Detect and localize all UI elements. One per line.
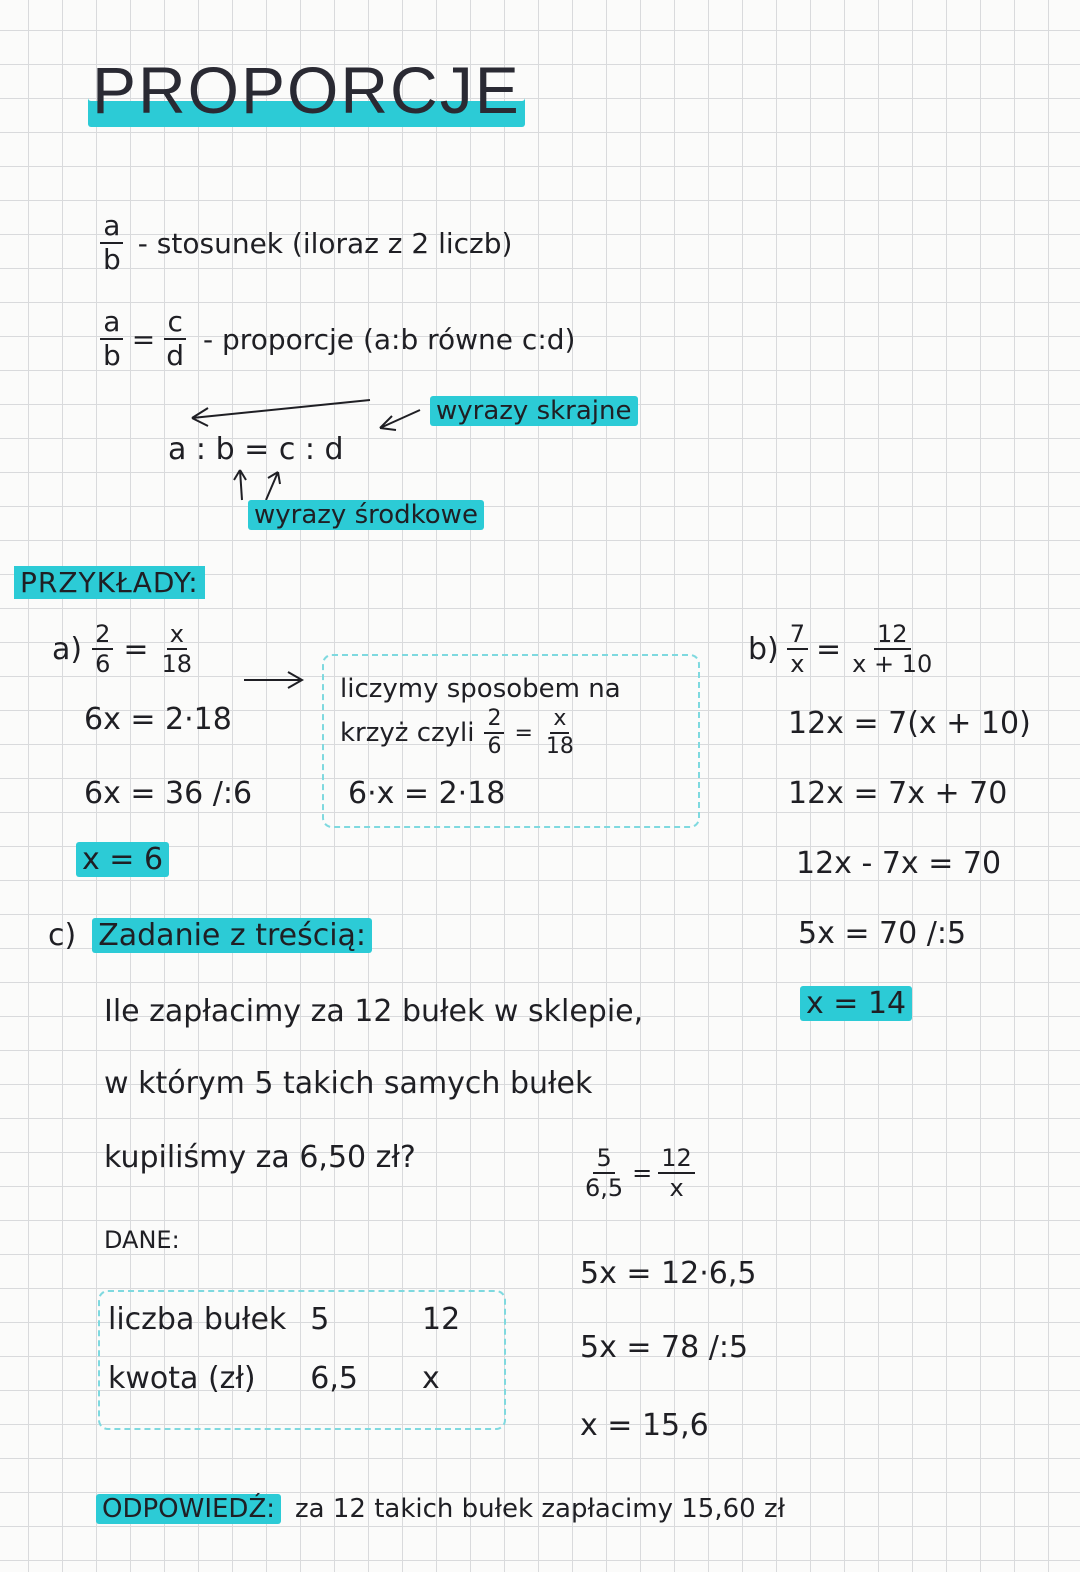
fraction-c-d: $\frac{c}{d}$: [166, 305, 185, 372]
problem-line: Ile zapłacimy za 12 bułek w sklepie,: [104, 994, 644, 1029]
example-c-step: 5x = 78 /:5: [580, 1330, 749, 1365]
answer: [96, 1494, 785, 1524]
note-line: liczymy sposobem na: [340, 674, 621, 704]
example-a-step: 6x = 2·18: [84, 702, 232, 737]
given-table: [108, 1290, 484, 1408]
inner-terms-label: wyrazy środkowe: [248, 500, 484, 530]
example-c-heading: c) Zadanie z treścią:: [48, 918, 372, 953]
example-c-proportion: $\frac{5}{6,5}$ = $\frac{12}{x}$: [582, 1146, 695, 1200]
examples-heading: PRZYKŁADY:: [14, 566, 205, 599]
definition-ratio: [100, 209, 513, 276]
definition-ratio-text: - stosunek (iloraz z 2 liczb): [137, 226, 513, 260]
example-b-step: 12x - 7x = 70: [796, 846, 1002, 881]
example-a-equation: a) $\frac{2}{6}$ = $\frac{x}{18}$: [52, 620, 193, 678]
example-b-result: x = 14: [800, 986, 912, 1021]
definition-proportion-text: - proporcje (a:b równe c:d): [203, 322, 576, 356]
example-c-step: x = 15,6: [580, 1408, 709, 1443]
page-title: PROPORCJE: [88, 52, 525, 128]
example-c-label: c): [48, 918, 77, 953]
example-a-step: 6x = 36 /:6: [84, 776, 253, 811]
problem-line: w którym 5 takich samych bułek: [104, 1066, 593, 1101]
example-c-step: 5x = 12·6,5: [580, 1256, 757, 1291]
problem-line: kupiliśmy za 6,50 zł?: [104, 1140, 416, 1175]
example-a-result: x = 6: [76, 842, 169, 877]
answer-text: za 12 takich bułek zapłacimy 15,60 zł: [295, 1494, 785, 1524]
definition-proportion: $\frac{a}{b}$ = $\frac{c}{d}$ - proporcje (a:b równe c:d): [100, 308, 575, 370]
outer-terms-label: wyrazy skrajne: [430, 396, 638, 426]
example-b-step: 12x = 7x + 70: [788, 776, 1008, 811]
example-b-step: 12x = 7(x + 10): [788, 706, 1031, 741]
fraction-a-b: $\frac{a}{b}$: [100, 212, 124, 274]
example-b-equation: b) $\frac{7}{x}$ = $\frac{12}{x + 10}$: [748, 620, 933, 678]
table-row: kwota (zł) 6,5 x: [108, 1361, 440, 1396]
example-a-label: a): [52, 631, 83, 667]
given-label: DANE:: [104, 1226, 180, 1254]
table-row: liczba bułek 5 12: [108, 1302, 461, 1337]
arrow-right-icon: [240, 668, 310, 692]
example-b-label: b): [748, 631, 779, 667]
scheme-expression: a : b = c : d: [168, 432, 344, 467]
answer-label: ODPOWIEDŹ:: [96, 1494, 281, 1524]
scheme-arrows: [180, 392, 440, 512]
note-line: krzyż czyli $\frac{2}{6}$ = $\frac{x}{18}$: [340, 706, 574, 759]
example-b-step: 5x = 70 /:5: [798, 916, 967, 951]
note-line: 6·x = 2·18: [348, 776, 506, 811]
fraction-a-b: $\frac{a}{b}$: [100, 308, 124, 370]
